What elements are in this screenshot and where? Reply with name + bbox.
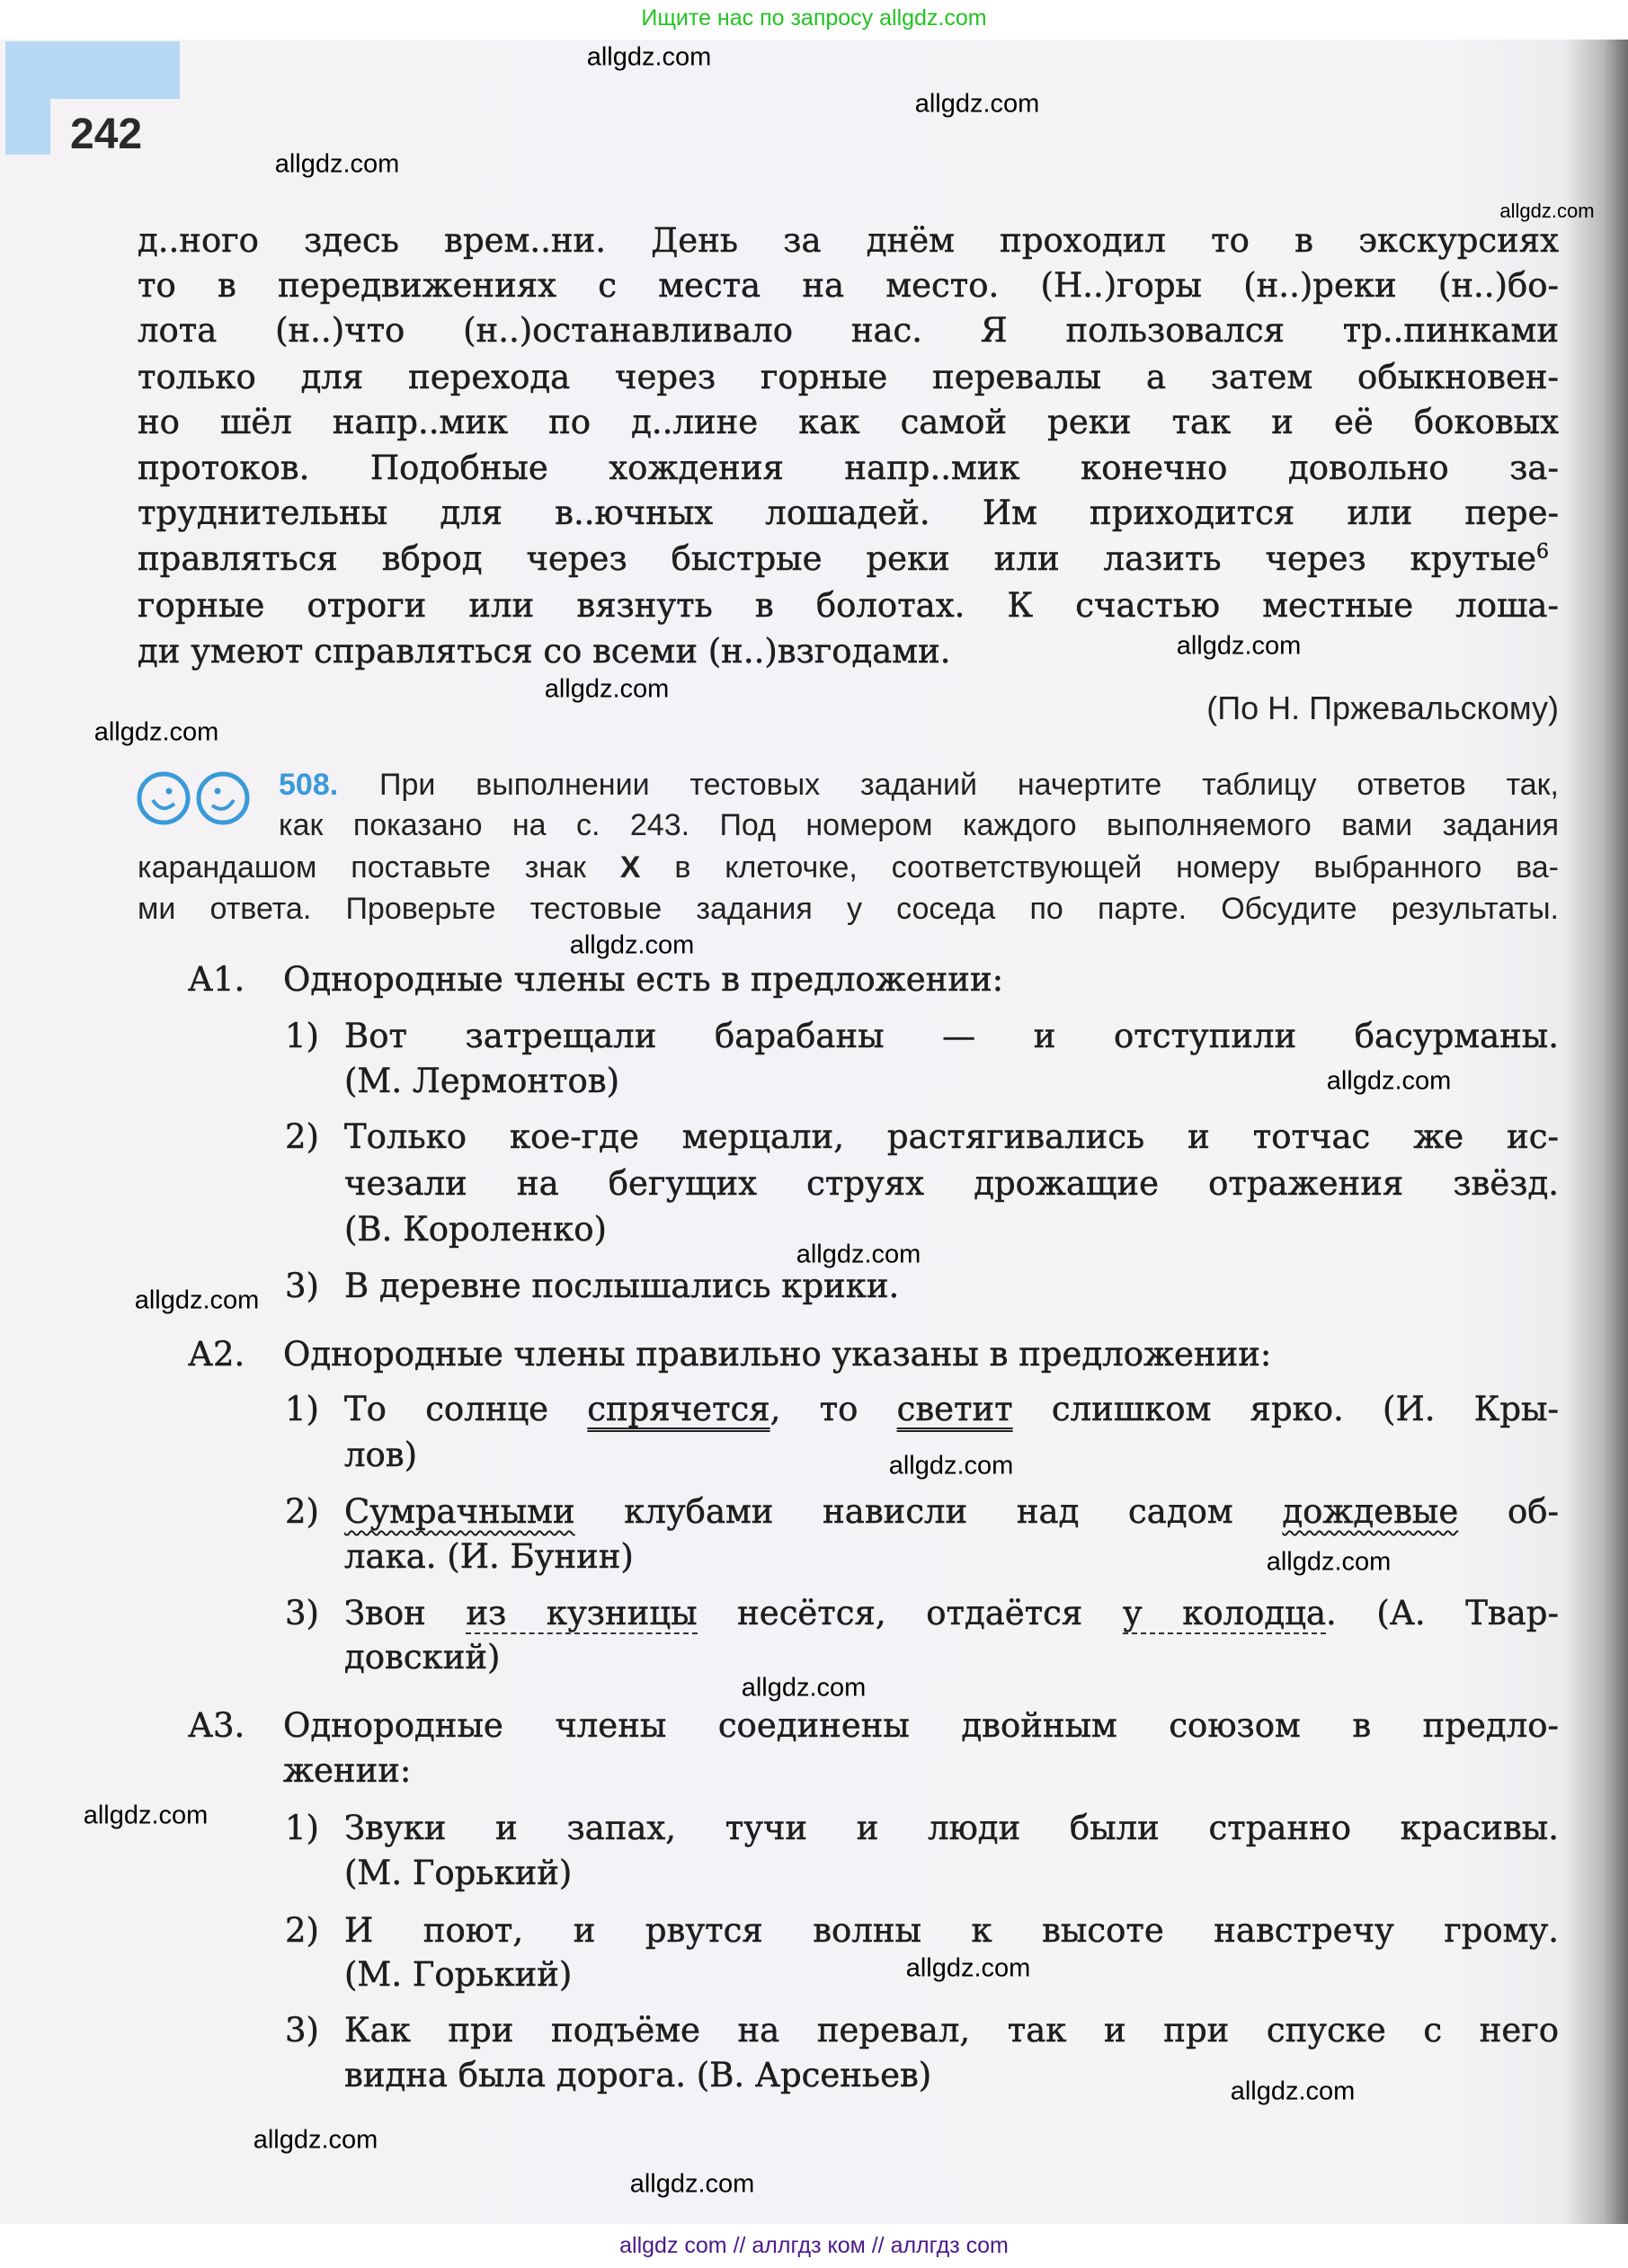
watermark: allgdz.com — [569, 930, 695, 960]
exercise-line: как показано на с. 243. Под номером каждого выполняемого вами задания — [279, 808, 1559, 842]
task-label: А2. — [188, 1335, 245, 1374]
option-text: То солнце спрячется, то светит слишком ярко. (И. Кры- — [344, 1390, 1559, 1428]
text-line: то в передвижениях с места на место. (Н..)горы (н..)реки (н..)бо- — [138, 266, 1559, 305]
option-text: лов) — [344, 1436, 418, 1474]
watermark: allgdz.com — [586, 42, 712, 72]
task-question: Однородные члены правильно указаны в предложении: — [283, 1335, 1272, 1374]
task-label: А1. — [188, 960, 245, 999]
watermark: allgdz.com — [253, 2125, 378, 2155]
text-line: протоков. Подобные хождения напр..мик конечно довольно за- — [138, 449, 1559, 487]
watermark: allgdz.com — [83, 1801, 209, 1830]
footnote-mark: 6 — [1536, 540, 1549, 564]
attribute-underline: Сумрачными — [344, 1492, 575, 1531]
option-number: 1) — [285, 1017, 319, 1055]
adverbial-underline: из кузницы — [466, 1594, 698, 1632]
watermark: allgdz.com — [1326, 1066, 1452, 1096]
option-text: видна была дорога. (В. Арсеньев) — [344, 2056, 932, 2095]
watermark: allgdz.com — [796, 1240, 921, 1269]
option-number: 2) — [285, 1492, 319, 1531]
task-question: жении: — [283, 1751, 412, 1790]
text-line: но шёл напр..мик по д..лине как самой реки так и её боковых — [138, 403, 1559, 441]
text-line: труднительны для в..ючных лошадей. Им приходится или пере- — [138, 494, 1559, 532]
watermark: allgdz.com — [1499, 200, 1595, 222]
page-corner-tab — [5, 41, 180, 99]
watermark: allgdz.com — [93, 717, 219, 747]
option-number: 2) — [285, 1911, 319, 1950]
watermark: allgdz.com — [274, 149, 400, 179]
option-text: В деревне послышались крики. — [344, 1267, 900, 1305]
exercise-line: карандашом поставьте знак X в клеточке, соответствующей номеру выбранного ва- — [138, 850, 1559, 885]
page-corner-tab — [5, 97, 50, 155]
watermark: allgdz.com — [905, 1953, 1031, 1983]
exercise-line: При выполнении тестовых заданий начертите таблицу ответов так, — [379, 768, 1559, 802]
watermark: allgdz.com — [544, 674, 670, 704]
watermark: allgdz.com — [629, 2169, 755, 2199]
option-text: (М. Горький) — [344, 1955, 573, 1994]
adverbial-underline: у колодца — [1122, 1594, 1327, 1632]
option-number: 1) — [285, 1390, 319, 1428]
watermark: allgdz.com — [1176, 631, 1302, 661]
text-line: ди умеют справляться со всеми (н..)взгодами. — [138, 632, 951, 671]
option-text: Вот затрещали барабаны — и отступили басурманы. — [344, 1017, 1559, 1055]
watermark: allgdz.com — [914, 89, 1040, 119]
option-text: чезали на бегущих струях дрожащие отражения звёзд. — [344, 1164, 1559, 1203]
text-line: лота (н..)что (н..)останавливало нас. Я пользовался тр..пинками — [138, 311, 1559, 350]
option-text: Звон из кузницы несётся, отдаётся у колодца. (А. Твар- — [344, 1594, 1559, 1632]
predicate-underline: светит — [896, 1390, 1013, 1428]
task-question: Однородные члены есть в предложении: — [283, 960, 1004, 999]
text-line: только для перехода через горные перевалы а затем обыкновен- — [138, 358, 1559, 396]
exercise-line: ми ответа. Проверьте тестовые задания у соседа по парте. Обсудите результаты. — [138, 892, 1559, 926]
search-banner: Ищите нас по запросу allgdz.com — [641, 5, 987, 31]
text-line-content: правляться вброд через быстрые реки или лазить через крутые — [138, 539, 1536, 578]
footer-banner: allgdz com // аллгдз ком // аллгдз com — [0, 2224, 1628, 2268]
text-line: горные отроги или вязнуть в болотах. К счастью местные лоша- — [138, 586, 1559, 625]
watermark: allgdz.com — [1230, 2077, 1356, 2106]
attribution: (По Н. Пржевальскому) — [1206, 689, 1559, 726]
option-text: (М. Горький) — [344, 1854, 573, 1892]
option-text: Звуки и запах, тучи и люди были странно красивы. — [344, 1809, 1559, 1847]
text-line: д..ного здесь врем..ни. День за днём проходил то в экскурсиях — [138, 221, 1559, 260]
option-text: (М. Лермонтов) — [344, 1062, 620, 1100]
task-question: Однородные члены соединены двойным союзом в предло- — [283, 1706, 1559, 1745]
watermark: allgdz.com — [888, 1451, 1014, 1481]
watermark: allgdz.com — [741, 1673, 867, 1703]
task-label: А3. — [188, 1706, 245, 1745]
option-number: 1) — [285, 1809, 319, 1847]
option-text: (В. Короленко) — [344, 1210, 607, 1249]
option-text: Сумрачными клубами нависли над садом дождевые об- — [344, 1492, 1559, 1531]
option-text: И поют, и рвутся волны к высоте навстречу грому. — [344, 1911, 1559, 1950]
watermark: allgdz.com — [1266, 1547, 1392, 1577]
predicate-underline: спрячется — [587, 1390, 770, 1428]
option-number: 3) — [285, 2011, 319, 2050]
option-text: довский) — [344, 1638, 501, 1677]
text-line — [138, 537, 1549, 582]
watermark: allgdz.com — [134, 1285, 260, 1315]
option-number: 2) — [285, 1117, 319, 1156]
option-text: Только кое-где мерцали, растягивались и тотчас же ис- — [344, 1117, 1559, 1156]
page-number: 242 — [70, 111, 143, 158]
x-mark: X — [619, 850, 641, 885]
option-text: лака. (И. Бунин) — [344, 1537, 634, 1576]
option-number: 3) — [285, 1267, 319, 1305]
option-text: Как при подъёме на перевал, так и при спуске с него — [344, 2011, 1559, 2050]
pair-work-smiley-icon — [135, 769, 261, 827]
exercise-number: 508. — [279, 768, 339, 802]
attribute-underline: дождевые — [1282, 1492, 1459, 1531]
option-number: 3) — [285, 1594, 319, 1632]
